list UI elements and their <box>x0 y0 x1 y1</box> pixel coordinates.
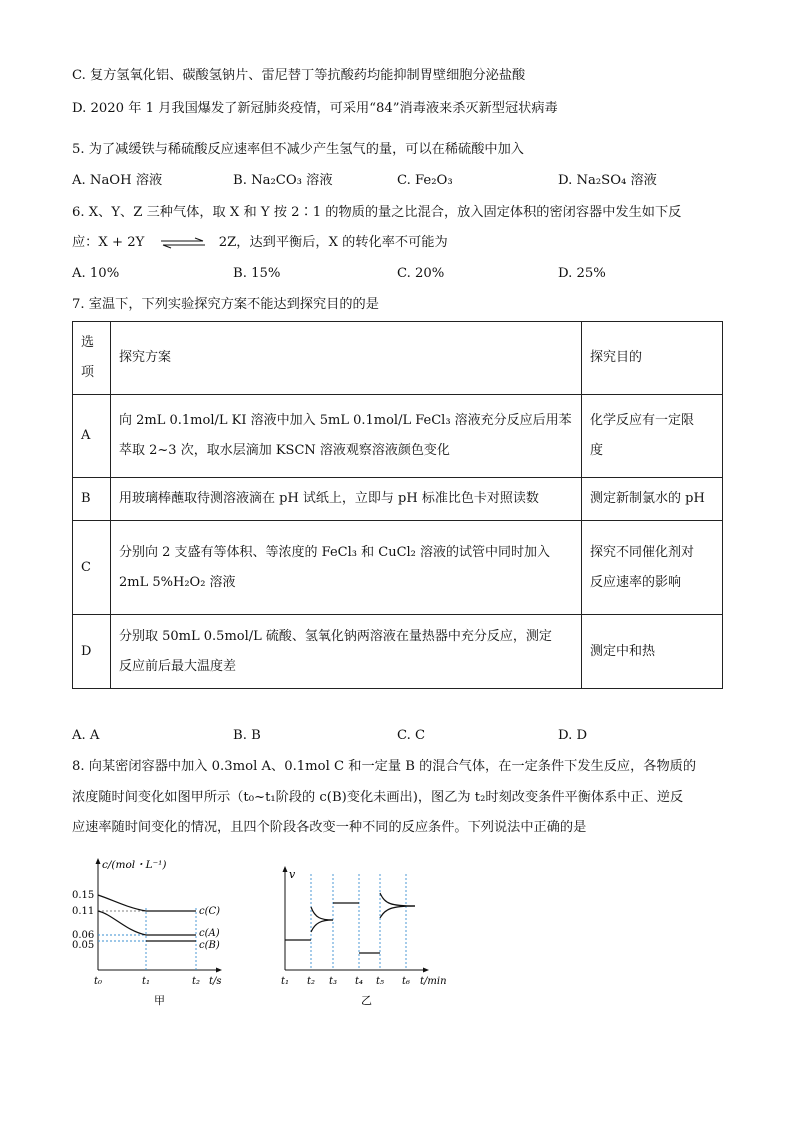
figure-yi <box>275 852 465 1012</box>
x-tick-label: t₄ <box>355 976 364 987</box>
q6-option-d: D. 25% <box>558 266 606 281</box>
figure-caption: 乙 <box>361 994 372 1007</box>
q6-stem-post: 2Z，达到平衡后，X 的转化率不可能为 <box>218 235 448 250</box>
q8-stem-line2: 浓度随时间变化如图甲所示（t₀~t₁阶段的 c(B)变化未画出)，图乙为 t₂时刻改变条件平衡体系中正、逆反 <box>72 790 684 805</box>
q7-options <box>72 726 732 746</box>
figure-jia <box>68 852 248 1012</box>
x-tick-label: t₀ <box>94 976 103 987</box>
table-row <box>73 395 723 478</box>
row-goal: 测定中和热 <box>582 615 723 689</box>
q7-option-a: A. A <box>72 728 100 743</box>
table-row <box>73 521 723 615</box>
q7-option-d: D. D <box>558 728 588 743</box>
header-goal: 探究目的 <box>582 322 723 395</box>
row-label: D <box>73 615 111 689</box>
q6-stem-line2 <box>72 233 448 253</box>
q7-option-b: B. B <box>233 728 261 743</box>
x-tick-label: t₆ <box>402 976 411 987</box>
x-tick-label: t₃ <box>329 976 338 987</box>
row-label: A <box>73 395 111 478</box>
x-axis-label: t/min <box>420 976 447 987</box>
table-row <box>73 478 723 521</box>
row-plan: 向 2mL 0.1mol/L KI 溶液中加入 5mL 0.1mol/L FeCl₃ 溶液充分反应后用苯 萃取 2~3 次，取水层滴加 KSCN 溶液观察溶液颜色变化 <box>111 395 582 478</box>
row-label: B <box>73 478 111 521</box>
q5-options <box>72 171 732 191</box>
row-label: C <box>73 521 111 615</box>
row-goal: 测定新制氯水的 pH <box>582 478 723 521</box>
y-tick-label: 0.06 <box>72 930 95 941</box>
row-goal: 化学反应有一定限 度 <box>582 395 723 478</box>
curve-label-a: c(A) <box>199 928 220 939</box>
x-tick-label: t₂ <box>307 976 316 987</box>
y-tick-label: 0.15 <box>72 890 95 901</box>
q6-stem-line1: 6. X、Y、Z 三种气体，取 X 和 Y 按 2∶1 的物质的量之比混合，放入固定体积的密闭容器中发生如下反 <box>72 205 682 220</box>
q4-option-c: C. 复方氢氧化铝、碳酸氢钠片、雷尼替丁等抗酸药均能抑制胃壁细胞分泌盐酸 <box>72 68 526 83</box>
q8-stem-line1: 8. 向某密闭容器中加入 0.3mol A、0.1mol C 和一定量 B 的混合气体，在一定条件下发生反应，各物质的 <box>72 759 697 774</box>
q6-options <box>72 264 732 284</box>
q5-option-b: B. Na₂CO₃ 溶液 <box>233 173 333 188</box>
q5-option-d: D. Na₂SO₄ 溶液 <box>558 173 657 188</box>
equilibrium-arrow-icon <box>159 237 207 249</box>
row-goal: 探究不同催化剂对 反应速率的影响 <box>582 521 723 615</box>
q5-option-c: C. Fe₂O₃ <box>397 173 453 188</box>
curve-label-c: c(C) <box>199 906 221 917</box>
x-axis-label: t/s <box>209 976 222 987</box>
q8-stem-line3: 应速率随时间变化的情况，且四个阶段各改变一种不同的反应条件。下列说法中正确的是 <box>72 820 587 835</box>
y-axis-label: c/(mol・L⁻¹) <box>102 859 167 871</box>
curve-label-b: c(B) <box>199 940 220 951</box>
y-axis-label: v <box>289 868 296 881</box>
table-header-row <box>73 322 723 395</box>
row-plan: 分别取 50mL 0.5mol/L 硫酸、氢氧化钠两溶液在量热器中充分反应，测定 反应前后最大温度差 <box>111 615 582 689</box>
header-option: 选 项 <box>73 322 111 395</box>
q6-option-b: B. 15% <box>233 266 281 281</box>
q7-option-c: C. C <box>397 728 426 743</box>
x-tick-label: t₅ <box>376 976 385 987</box>
x-tick-label: t₁ <box>281 976 290 987</box>
q4-option-d: D. 2020 年 1 月我国爆发了新冠肺炎疫情，可采用“84”消毒液来杀灭新型冠状病毒 <box>72 101 558 116</box>
q5-stem: 5. 为了减缓铁与稀硫酸反应速率但不减少产生氢气的量，可以在稀硫酸中加入 <box>72 142 524 157</box>
header-plan: 探究方案 <box>111 322 582 395</box>
table-row <box>73 615 723 689</box>
q6-option-c: C. 20% <box>397 266 445 281</box>
q6-option-a: A. 10% <box>72 266 120 281</box>
row-plan: 分别向 2 支盛有等体积、等浓度的 FeCl₃ 和 CuCl₂ 溶液的试管中同时加入 2mL 5%H₂O₂ 溶液 <box>111 521 582 615</box>
q5-option-a: A. NaOH 溶液 <box>72 173 163 188</box>
q6-stem-pre: 应：X + 2Y <box>72 235 145 250</box>
y-tick-label: 0.05 <box>72 940 95 951</box>
y-tick-label: 0.11 <box>72 906 95 917</box>
x-tick-label: t₂ <box>192 976 201 987</box>
x-tick-label: t₁ <box>142 976 151 987</box>
q7-stem: 7. 室温下，下列实验探究方案不能达到探究目的的是 <box>72 297 379 312</box>
row-plan: 用玻璃棒蘸取待测溶液滴在 pH 试纸上，立即与 pH 标准比色卡对照读数 <box>111 478 582 521</box>
q7-table <box>72 321 723 689</box>
figure-caption: 甲 <box>154 994 165 1007</box>
